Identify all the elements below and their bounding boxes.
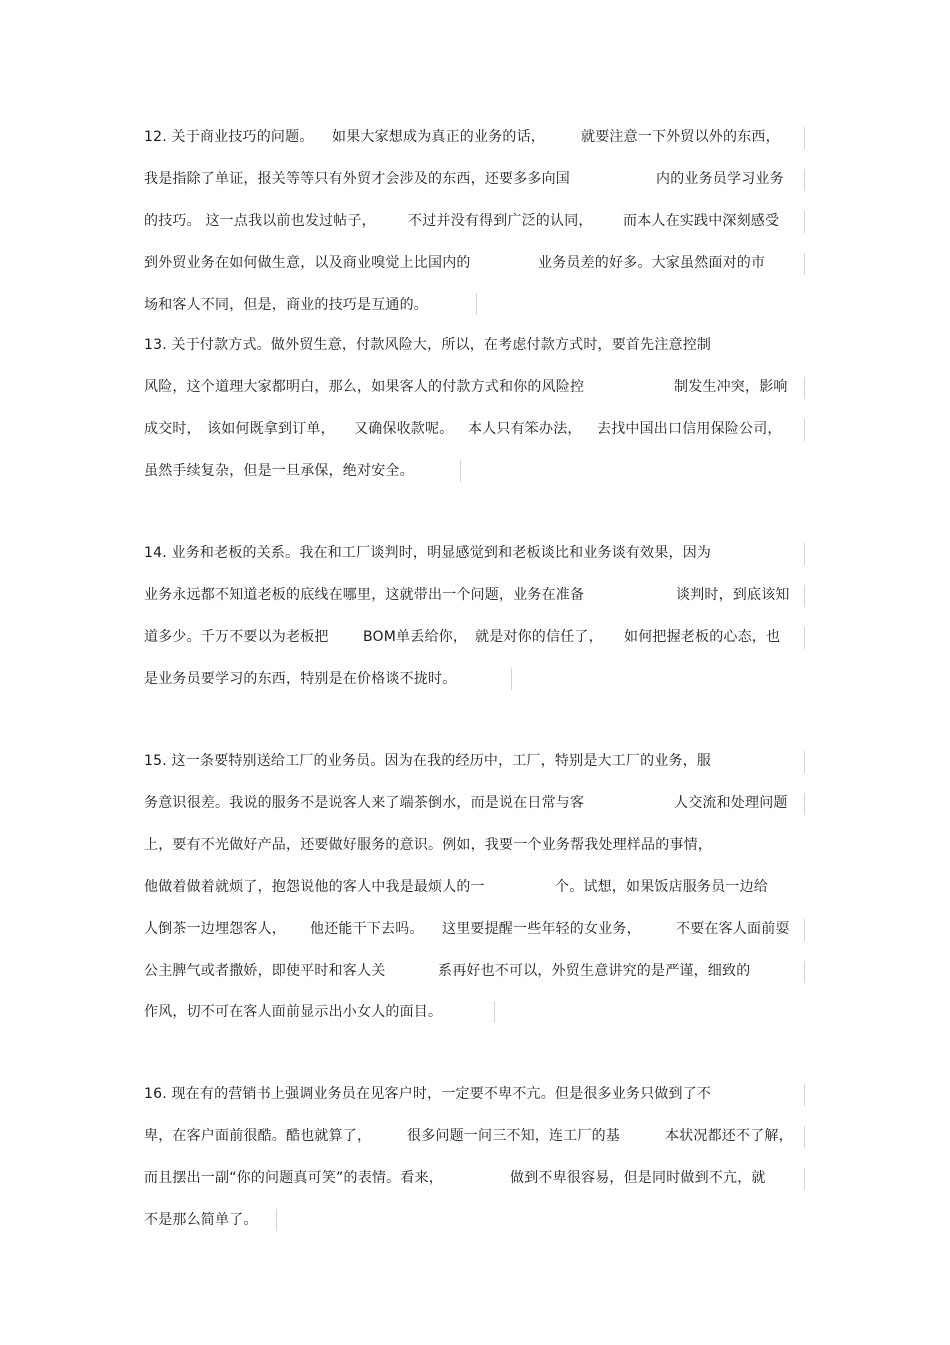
text-line bbox=[144, 834, 804, 856]
line-end-rule bbox=[804, 751, 805, 773]
text-line bbox=[144, 168, 804, 190]
text-segment: 很多问题一问三不知，连工厂的基 bbox=[407, 1128, 620, 1144]
line-end-rule bbox=[804, 419, 805, 441]
line-end-rule bbox=[804, 211, 805, 233]
text-segment: 就要注意一下外贸以外的东西， bbox=[581, 129, 780, 145]
text-segment: 业务永远都不知道老板的底线在哪里，这就带出一个问题，业务在准备 bbox=[144, 587, 585, 603]
line-end-rule bbox=[511, 668, 512, 690]
text-segment: 内的业务员学习业务 bbox=[656, 171, 784, 187]
text-segment: 他还能干下去吗。 bbox=[310, 921, 424, 937]
text-segment: 15. 这一条要特别送给工厂的业务员。因为在我的经历中，工厂，特别是大工厂的业务，服 bbox=[144, 753, 712, 769]
text-line bbox=[144, 792, 804, 814]
line-end-rule bbox=[494, 1001, 495, 1023]
line-end-rule bbox=[804, 127, 805, 149]
text-segment: 他做着做着就烦了，抱怨说他的客人中我是最烦人的一 bbox=[144, 879, 485, 895]
text-segment: 个。试想，如果饭店服务员一边给 bbox=[555, 879, 768, 895]
text-segment: 本状况都还不了解， bbox=[665, 1128, 793, 1144]
text-segment: 我是指除了单证，报关等等只有外贸才会涉及的东西，还要多多向国 bbox=[144, 171, 570, 187]
text-line bbox=[144, 1125, 804, 1147]
line-end-rule bbox=[804, 627, 805, 649]
line-end-rule bbox=[804, 1168, 805, 1190]
text-segment: 业务员差的好多。大家虽然面对的市 bbox=[538, 255, 766, 271]
line-end-rule bbox=[804, 793, 805, 815]
text-line bbox=[144, 1001, 804, 1023]
text-segment: 成交时， bbox=[144, 421, 201, 437]
line-end-rule bbox=[804, 585, 805, 607]
text-segment: 到外贸业务在如何做生意，以及商业嗅觉上比国内的 bbox=[144, 255, 471, 271]
text-segment: 又确保收款呢。 bbox=[354, 421, 454, 437]
text-segment: 就是对你的信任了， bbox=[475, 629, 603, 645]
line-end-rule bbox=[804, 1126, 805, 1148]
text-segment: 如果大家想成为真正的业务的话， bbox=[332, 129, 545, 145]
line-end-rule bbox=[804, 169, 805, 191]
text-segment: 12. 关于商业技巧的问题。 bbox=[144, 129, 314, 145]
line-end-rule bbox=[804, 961, 805, 983]
text-segment: 不是那么简单了。 bbox=[144, 1212, 258, 1228]
line-end-rule bbox=[804, 377, 805, 399]
text-line bbox=[144, 418, 804, 440]
text-segment: 公主脾气或者撒娇，即使平时和客人关 bbox=[144, 963, 386, 979]
line-end-rule bbox=[276, 1209, 277, 1231]
text-line bbox=[144, 376, 804, 398]
text-segment: 作风，切不可在客人面前显示出小女人的面目。 bbox=[144, 1004, 443, 1020]
text-line bbox=[144, 584, 804, 606]
text-segment: 而且摆出一副“你的问题真可笑”的表情。看来， bbox=[144, 1170, 443, 1186]
text-segment: 是业务员要学习的东西，特别是在价格谈不拢时。 bbox=[144, 671, 457, 687]
text-segment: 风险，这个道理大家都明白，那么，如果客人的付款方式和你的风险控 bbox=[144, 379, 585, 395]
text-segment: 谈判时，到底该知 bbox=[676, 587, 790, 603]
text-segment: 上，要有不光做好产品，还要做好服务的意识。例如，我要一个业务帮我处理样品的事情， bbox=[144, 837, 712, 853]
text-line bbox=[144, 1083, 804, 1105]
text-segment: 人倒茶一边埋怨客人， bbox=[144, 921, 286, 937]
text-segment: 系再好也不可以，外贸生意讲究的是严谨，细致的 bbox=[438, 963, 751, 979]
text-segment: 场和客人不同，但是，商业的技巧是互通的。 bbox=[144, 297, 428, 313]
text-segment: 务意识很差。我说的服务不是说客人来了端茶倒水，而是说在日常与客 bbox=[144, 795, 585, 811]
text-line bbox=[144, 918, 804, 940]
text-segment: 制发生冲突，影响 bbox=[674, 379, 788, 395]
text-segment: 不要在客人面前耍 bbox=[676, 921, 790, 937]
text-line bbox=[144, 460, 804, 482]
text-segment: 道多少。千万不要以为老板把 bbox=[144, 629, 329, 645]
text-segment: 14. 业务和老板的关系。我在和工厂谈判时，明显感觉到和老板谈比和业务谈有效果，因为 bbox=[144, 545, 712, 561]
text-segment: 而本人在实践中深刻感受 bbox=[623, 213, 780, 229]
text-line bbox=[144, 876, 804, 898]
text-segment: 卑，在客户面前很酷。酷也就算了， bbox=[144, 1128, 372, 1144]
line-end-rule bbox=[476, 293, 477, 315]
text-segment: 虽然手续复杂，但是一旦承保，绝对安全。 bbox=[144, 463, 414, 479]
text-segment: 本人只有笨办法， bbox=[468, 421, 582, 437]
text-segment: 13. 关于付款方式。做外贸生意，付款风险大，所以，在考虑付款方式时，要首先注意控制 bbox=[144, 337, 712, 353]
text-line bbox=[144, 542, 804, 564]
line-end-rule bbox=[804, 1084, 805, 1106]
text-line bbox=[144, 750, 804, 772]
text-line bbox=[144, 668, 804, 690]
text-segment: 人交流和处理问题 bbox=[674, 795, 788, 811]
text-segment: 这里要提醒一些年轻的女业务， bbox=[442, 921, 641, 937]
text-line bbox=[144, 1209, 804, 1231]
text-line bbox=[144, 334, 804, 356]
text-segment: 如何把握老板的心态，也 bbox=[624, 629, 781, 645]
text-line bbox=[144, 252, 804, 274]
text-segment: 该如何既拿到订单， bbox=[207, 421, 335, 437]
text-segment: 做到不卑很容易，但是同时做到不亢，就 bbox=[510, 1170, 766, 1186]
text-line bbox=[144, 210, 804, 232]
text-line bbox=[144, 126, 804, 148]
text-line bbox=[144, 626, 804, 648]
text-segment: BOM单丢给你， bbox=[363, 629, 468, 645]
text-segment: 不过并没有得到广泛的认同， bbox=[408, 213, 593, 229]
line-end-rule bbox=[804, 919, 805, 941]
line-end-rule bbox=[804, 543, 805, 565]
text-line bbox=[144, 1167, 804, 1189]
text-segment: 16. 现在有的营销书上强调业务员在见客户时，一定要不卑不亢。但是很多业务只做到了不 bbox=[144, 1086, 712, 1102]
line-end-rule bbox=[460, 460, 461, 482]
text-line bbox=[144, 960, 804, 982]
line-end-rule bbox=[804, 253, 805, 275]
text-segment: 的技巧。 这一点我以前也发过帖子， bbox=[144, 213, 376, 229]
text-line bbox=[144, 294, 804, 316]
text-segment: 去找中国出口信用保险公司， bbox=[597, 421, 782, 437]
